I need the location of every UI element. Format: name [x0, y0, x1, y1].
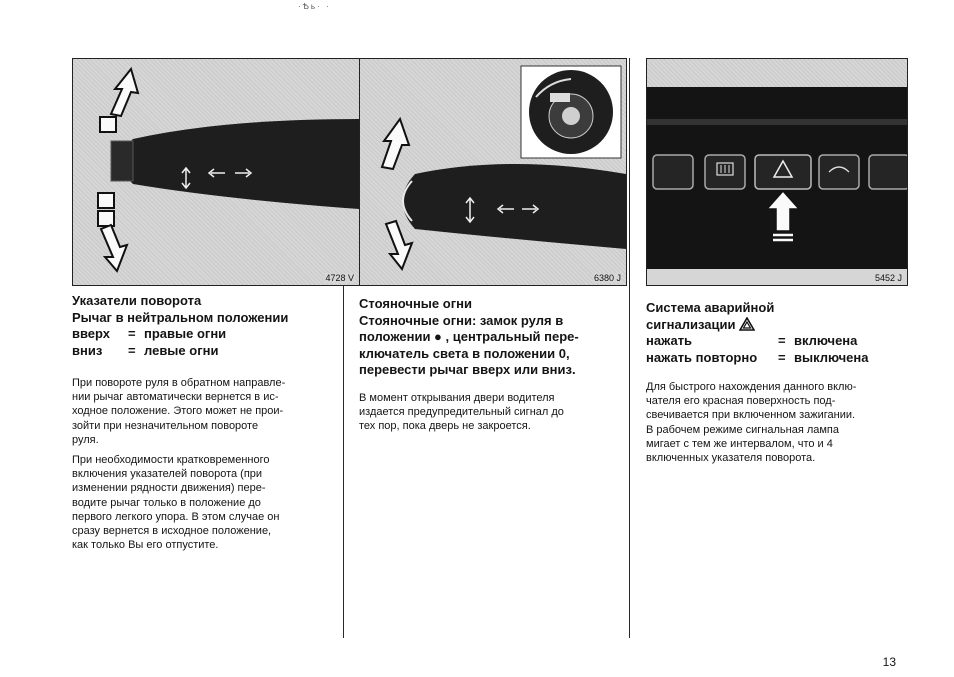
text-line: чателя его красная поверхность под-	[646, 395, 836, 408]
text-line: издается предупредительный сигнал до	[359, 405, 564, 418]
row-key: нажать повторно	[646, 349, 758, 365]
section-title: Стояночные огни	[359, 296, 472, 311]
column-turn-signals	[72, 293, 338, 552]
bold-line: ключатель света в положении 0,	[359, 345, 570, 361]
text-line: руля.	[72, 433, 99, 446]
text-line: сразу вернется в исходное положение,	[72, 525, 272, 538]
hazard-triangle-icon	[739, 317, 755, 331]
row-key: вверх	[72, 326, 111, 341]
bold-line: перевести рычаг вверх или вниз.	[359, 362, 576, 377]
text-line: мигает с тем же интервалом, что и 4	[646, 437, 833, 450]
row-value: включена	[794, 333, 858, 348]
text-line: водите рычаг только в положение до	[72, 496, 261, 509]
bold-line: положении ● , центральный пере-	[359, 329, 579, 344]
column-hazard-lights	[646, 300, 908, 465]
text-line: как только Вы его отпустите.	[72, 539, 219, 552]
row-key: вниз	[72, 342, 103, 358]
paragraph	[72, 453, 338, 552]
row-key: нажать	[646, 333, 693, 348]
figure-hazard-switch	[646, 58, 908, 286]
text-line: Для быстрого нахождения данного вклю-	[646, 381, 857, 393]
row-eq: =	[778, 333, 786, 348]
row-eq: =	[128, 326, 136, 341]
scan-mark: ·Ѣь· ·	[298, 2, 331, 11]
text-line: тех пор, пока дверь не закроется.	[359, 419, 531, 432]
bold-line: Стояночные огни: замок руля в	[359, 312, 564, 328]
text-line: зойти при незначительном повороте	[72, 419, 259, 432]
figure-code: 5452 J	[874, 273, 902, 283]
section-title-text: сигнализации	[646, 316, 736, 332]
text-line: нии рычаг автоматически вернется в ис-	[72, 391, 279, 404]
figure-turn-signal-lever	[72, 58, 360, 286]
text-line: При необходимости кратковременного	[72, 454, 270, 467]
page-number: 13	[882, 655, 896, 669]
column-divider	[629, 58, 630, 638]
figure-code: 6380 J	[593, 273, 621, 283]
paragraph	[72, 376, 338, 447]
row-value: правые огни	[144, 326, 227, 341]
text-line: При повороте руля в обратном направле-	[72, 377, 286, 389]
figure-code: 4728 V	[325, 273, 354, 283]
row-eq: =	[778, 349, 786, 365]
row-value: левые огни	[144, 342, 219, 358]
text-line: В рабочем режиме сигнальная лампа	[646, 423, 839, 436]
text-line: включенных указателя поворота.	[646, 452, 816, 465]
text-line: В момент открывания двери водителя	[359, 391, 555, 404]
text-line: первого легкого упора. В этом случае он	[72, 510, 280, 523]
text-line: включения указателей поворота (при	[72, 468, 263, 481]
definition-row	[72, 326, 338, 343]
row-value: выключена	[794, 349, 869, 365]
column-parking-lights	[359, 296, 621, 433]
definition-row	[72, 343, 338, 360]
figure-parking-light-lever	[359, 58, 627, 286]
section-title: Указатели поворота	[72, 293, 202, 308]
section-title: Система аварийной	[646, 300, 775, 315]
paragraph	[359, 391, 621, 434]
definition-row	[646, 333, 908, 350]
paragraph	[646, 380, 908, 465]
definition-row	[646, 350, 908, 367]
text-line: ходное положение. Этого может не прои-	[72, 405, 284, 418]
text-line: изменении рядности движения) пере-	[72, 482, 266, 495]
text-line: свечивается при включенном зажигании.	[646, 409, 856, 422]
section-title	[646, 317, 908, 334]
row-eq: =	[128, 342, 136, 358]
section-subtitle: Рычаг в нейтральном положении	[72, 309, 289, 325]
